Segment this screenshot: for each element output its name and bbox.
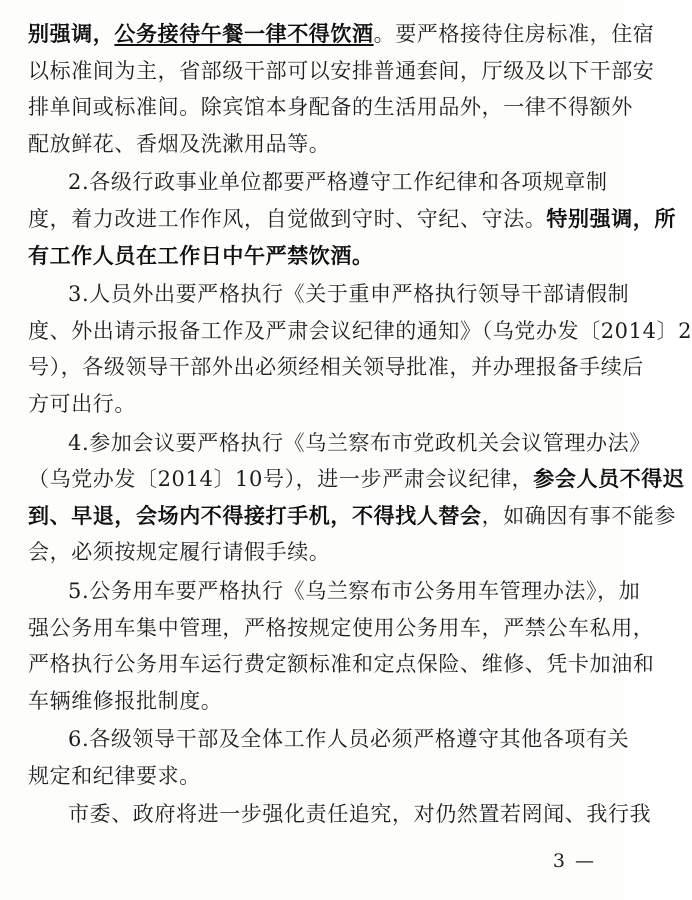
text-segment: 5.公务用车要严格执行《乌兰察布市公务用车管理办法》，加 [68, 578, 641, 603]
text-line [28, 534, 596, 571]
text-segment: 度，着力改进工作作风，自觉做到守时、守纪、守法。 [28, 206, 547, 231]
text-line [28, 683, 596, 720]
page-number: 3 — [552, 850, 596, 872]
text-segment: 市委、政府将进一步强化责任追究，对仍然置若罔闻、我行我 [68, 802, 652, 827]
text-segment: 2.各级行政事业单位都要严格遵守工作纪律和各项规章制 [68, 170, 608, 195]
text-line [28, 721, 630, 758]
document-body [28, 16, 692, 835]
text-line [28, 126, 596, 163]
text-line [28, 498, 677, 535]
text-line [28, 573, 641, 610]
paragraph [28, 796, 652, 833]
text-line [28, 758, 596, 795]
emphasized-text: 到、早退，会场内不得接打手机，不得找人替会 [28, 502, 482, 528]
text-line [28, 89, 633, 126]
text-segment: 车辆维修报批制度。 [28, 688, 223, 713]
text-segment: 号），各级领导干部外出必须经相关领导批准，并办理报备手续后 [28, 355, 644, 380]
text-line [28, 646, 655, 683]
text-segment: 6.各级领导干部及全体工作人员必须严格遵守其他各项有关 [68, 727, 630, 752]
text-line [28, 313, 692, 350]
paragraph [28, 164, 677, 274]
paragraph [28, 16, 655, 162]
text-line [28, 16, 655, 53]
text-line [28, 276, 630, 313]
text-segment: 强公务用车集中管理，严格按规定使用公务用车，严禁公车私用， [28, 615, 655, 640]
text-line [28, 238, 596, 275]
text-line [28, 164, 608, 201]
text-segment: ，如确因有事不能参 [481, 503, 677, 528]
text-segment: 4.参加会议要严格执行《乌兰察布市党政机关会议管理办法》 [68, 430, 651, 455]
text-segment: 会，必须按规定履行请假手续。 [28, 540, 331, 565]
text-segment: （乌党办发〔2014〕10号），进一步严肃会议纪律， [28, 467, 534, 492]
paragraph [28, 276, 692, 422]
paragraph [28, 721, 630, 794]
emphasized-text: 有工作人员在工作日中午严禁饮酒。 [28, 242, 374, 268]
emphasized-text: 别强调， [28, 21, 115, 46]
text-segment: 排单间或标准间。除宾馆本身配备的生活用品外，一律不得额外 [28, 95, 633, 120]
text-segment: 配放鲜花、香烟及洗漱用品等。 [28, 131, 331, 156]
paragraph [28, 425, 685, 571]
text-line [28, 425, 651, 462]
text-segment: 以标准间为主，省部级干部可以安排普通套间，厅级及以下干部安 [28, 58, 655, 83]
emphasized-text: 参会人员不得迟 [533, 466, 685, 492]
text-segment: 。要严格接待住房标准，住宿 [373, 22, 655, 46]
text-segment: 方可出行。 [28, 391, 136, 416]
text-line [28, 386, 596, 423]
text-line [28, 461, 685, 498]
emphasized-text: 特别强调，所 [546, 205, 677, 231]
text-segment: 3.人员外出要严格执行《关于重申严格执行领导干部请假制 [68, 282, 630, 307]
text-line [28, 201, 677, 238]
text-line [28, 796, 652, 833]
text-segment: 规定和纪律要求。 [28, 763, 201, 788]
text-segment: 严格执行公务用车运行费定额标准和定点保险、维修、凭卡加油和 [28, 652, 655, 677]
text-line [28, 610, 655, 647]
paragraph-gap [28, 833, 596, 835]
text-line [28, 53, 655, 90]
text-segment: 度、外出请示报备工作及严肃会议纪律的通知》（乌党办发〔2014〕2 [28, 318, 692, 343]
text-line [28, 349, 644, 386]
emphasized-text: 公务接待午餐一律不得饮酒 [114, 21, 374, 46]
paragraph [28, 573, 655, 719]
